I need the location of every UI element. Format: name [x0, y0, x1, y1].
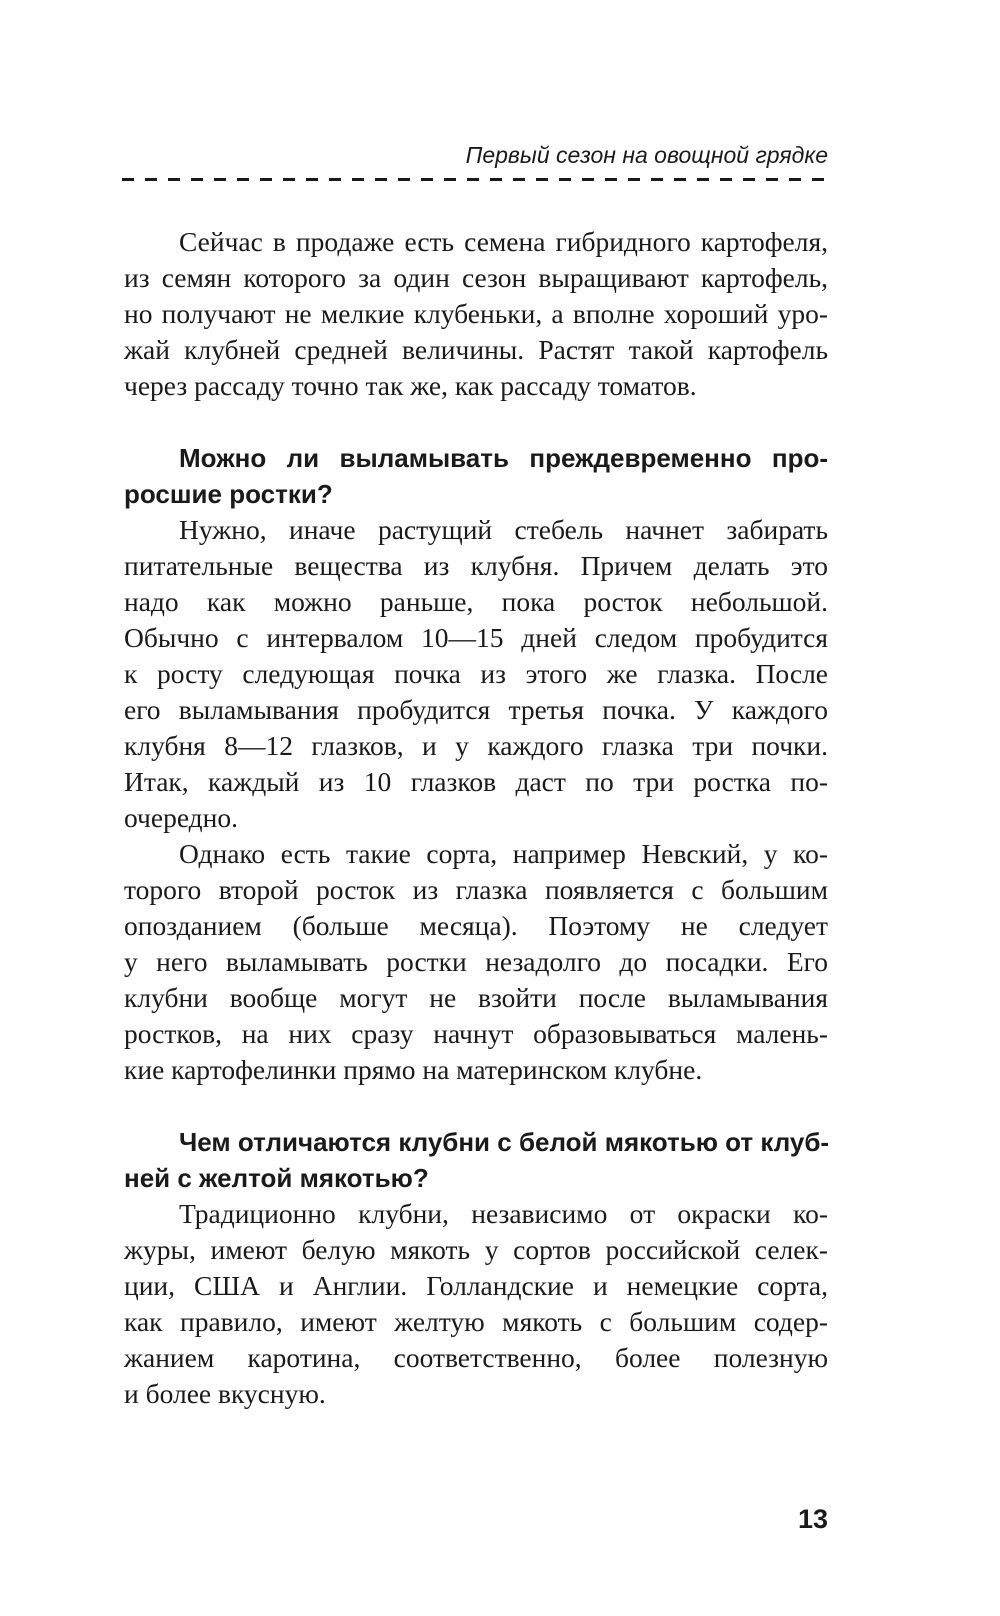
paragraph [124, 224, 828, 404]
text-line: Сейчас в продаже есть семена гибридного картофеля, [179, 226, 828, 257]
heading-line: Можно ли выламывать преждевременно про- [179, 443, 828, 473]
spacer [124, 1088, 828, 1124]
text-line: ростков, на них сразу начнут образовываться малень- [124, 1018, 828, 1049]
text-line: у него выламывать ростки незадолго до посадки. Его [124, 946, 828, 977]
text-line: клубни вообще могут не взойти после выламывания [124, 982, 828, 1013]
body-text [124, 224, 828, 1412]
spacer [124, 404, 828, 440]
text-line: опозданием (больше месяца). Поэтому не следует [124, 910, 828, 941]
heading-line: росшие ростки? [124, 479, 333, 509]
paragraph [124, 836, 828, 1088]
text-line: кие картофелинки прямо на материнском клубне. [124, 1054, 703, 1085]
text-line: клубня 8—12 глазков, и у каждого глазка три почки. [124, 730, 828, 761]
text-line: но получают не мелкие клубеньки, а вполне хороший уро- [124, 298, 828, 329]
text-line: питательные вещества из клубня. Причем делать это [124, 550, 828, 581]
text-line: Нужно, иначе растущий стебель начнет забирать [179, 514, 828, 545]
text-line: журы, имеют белую мякоть у сортов российской селек- [124, 1234, 828, 1265]
text-line: торого второй росток из глазка появляется с большим [124, 874, 828, 905]
paragraph [124, 512, 828, 836]
text-line: жай клубней средней величины. Растят такой картофель [124, 334, 828, 365]
text-line: как правило, имеют желтую мякоть с большим содер- [124, 1306, 828, 1337]
running-head: Первый сезон на овощной грядке [465, 142, 828, 168]
text-line: ции, США и Англии. Голландские и немецкие сорта, [124, 1270, 828, 1301]
heading-line: Чем отличаются клубни с белой мякотью от клуб- [179, 1127, 830, 1157]
text-line: Однако есть такие сорта, например Невский, у ко- [179, 838, 828, 869]
text-line: через рассаду точно так же, как рассаду томатов. [124, 370, 697, 401]
text-line: Традиционно клубни, независимо от окраски ко- [179, 1198, 828, 1229]
text-line: и более вкусную. [124, 1378, 326, 1409]
text-line: Обычно с интервалом 10—15 дней следом пробудится [124, 622, 828, 653]
page-number: 13 [797, 1504, 828, 1534]
question-heading [124, 1124, 828, 1196]
text-line: надо как можно раньше, пока росток небольшой. [124, 586, 828, 617]
text-line: его выламывания пробудится третья почка. У каждого [124, 694, 828, 725]
text-line: очередно. [124, 802, 239, 833]
dashed-divider [122, 178, 828, 181]
paragraph [124, 1196, 828, 1412]
text-line: жанием каротина, соответственно, более полезную [124, 1342, 828, 1373]
text-line: Итак, каждый из 10 глазков даст по три ростка по- [124, 766, 828, 797]
question-heading [124, 440, 828, 512]
heading-line: ней с желтой мякотью? [124, 1163, 429, 1193]
text-line: из семян которого за один сезон выращивают картофель, [124, 262, 828, 293]
text-line: к росту следующая почка из этого же глазка. После [124, 658, 828, 689]
